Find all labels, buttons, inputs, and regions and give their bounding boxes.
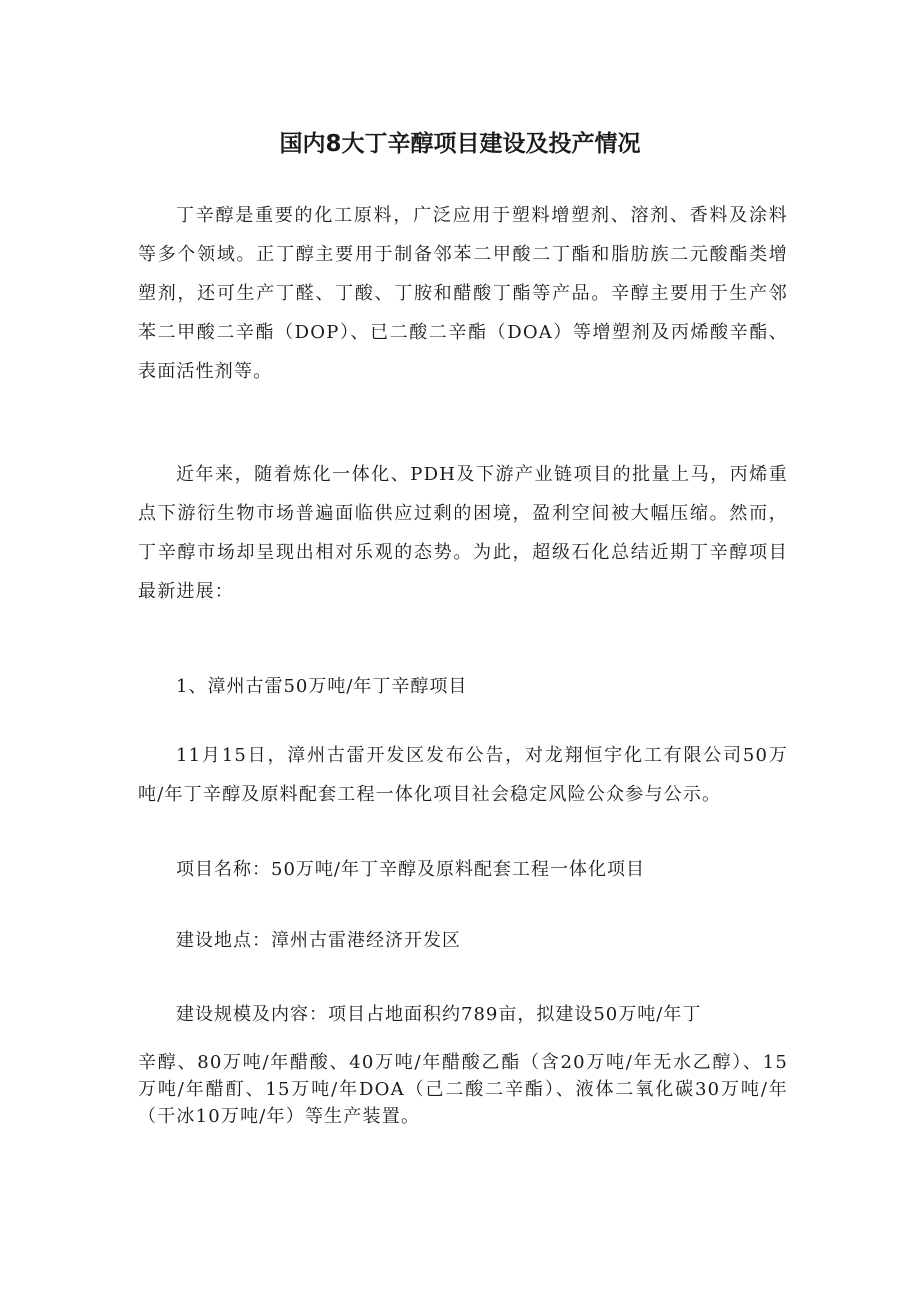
market-paragraph: 近年来，随着炼化一体化、PDH及下游产业链项目的批量上马，丙烯重点下游衍生物市场普遍面临供应过剩的困境，盈利空间被大幅压缩。然而，丁辛醇市场却呈现出相对乐观的态势。为此，超级石化总结近期丁辛醇项目最新进展：: [138, 464, 788, 602]
section-heading-zhangzhou: 1、漳州古雷50万吨/年丁辛醇项目: [176, 676, 468, 697]
intro-paragraph: 丁辛醇是重要的化工原料，广泛应用于塑料增塑剂、溶剂、香料及涂料等多个领域。正丁醇主要用于制备邻苯二甲酸二丁酯和脂肪族二元酸酯类增塑剂，还可生产丁醛、丁酸、丁胺和醋酸丁酯等产品。辛醇主要用于生产邻苯二甲酸二辛酯（DOP）、已二酸二辛酯（DOA）等增塑剂及丙烯酸辛酯、表面活性剂等。: [138, 205, 788, 382]
project-location-line: 建设地点：漳州古雷港经济开发区: [176, 930, 461, 951]
project-scale-heading: 建设规模及内容：项目占地面积约789亩，拟建设50万吨/年丁: [176, 1004, 702, 1025]
project-scale-body: 辛醇、80万吨/年醋酸、40万吨/年醋酸乙酯（含20万吨/年无水乙醇）、15万吨/年醋酊、15万吨/年DOA（己二酸二辛酯）、液体二氧化碳30万吨/年（干冰10万吨/年）等生产装置。: [138, 1052, 788, 1127]
document-title: 国内8大丁辛醇项目建设及投产情况: [279, 131, 641, 157]
project-name-line: 项目名称：50万吨/年丁辛醇及原料配套工程一体化项目: [176, 859, 645, 880]
announcement-paragraph: 11月15日，漳州古雷开发区发布公告，对龙翔恒宇化工有限公司50万吨/年丁辛醇及原料配套工程一体化项目社会稳定风险公众参与公示。: [138, 745, 788, 805]
